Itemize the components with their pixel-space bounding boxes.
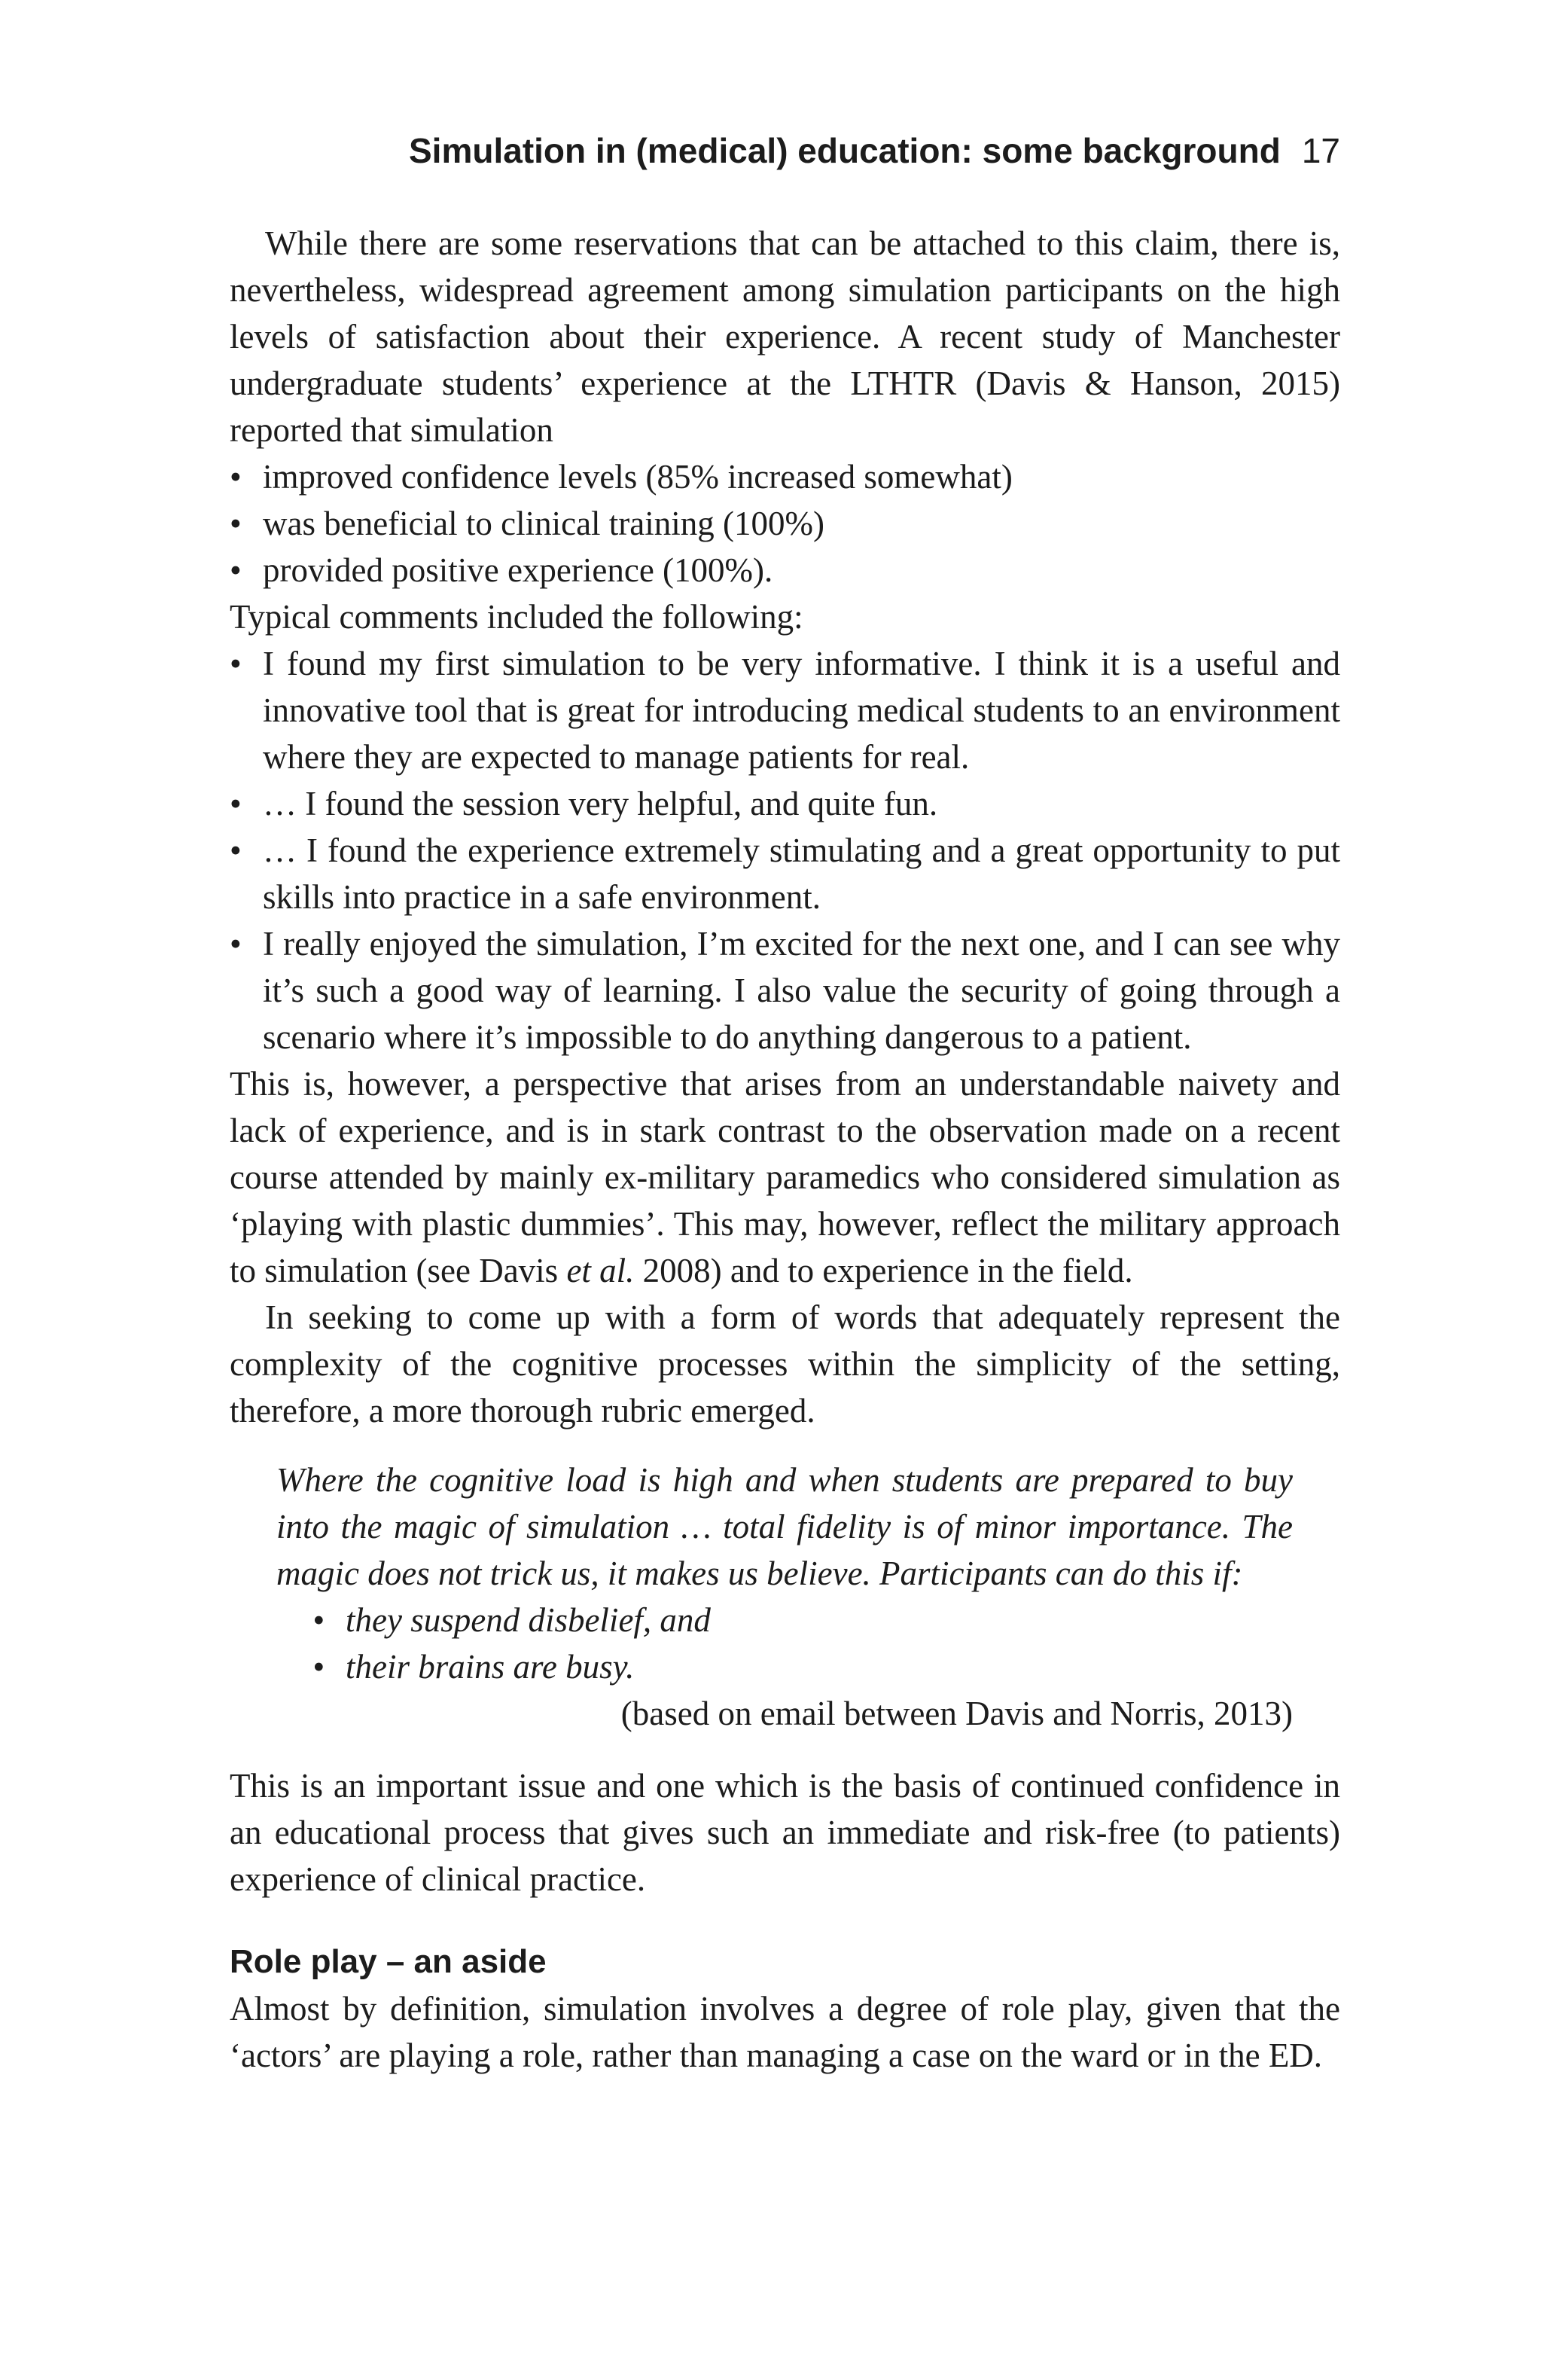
page-number: 17 bbox=[1301, 131, 1340, 170]
comments-list bbox=[230, 640, 1340, 1060]
list-item: • I found my first simulation to be very informative. I think it is a useful and innovative tool that is great for introducing medical students to an environment where they are expected to manage patients for real. bbox=[230, 640, 1340, 780]
section-heading: Role play – an aside bbox=[230, 1943, 547, 1980]
list-item: • … I found the experience extremely stimulating and a great opportunity to put skills into practice in a safe environment. bbox=[230, 827, 1340, 920]
paragraph-text: This is, however, a perspective that arises from an understandable naivety and lack of experience, and is in stark contrast to the observation made on a recent course attended by mainly ex-military paramedics who considered simulation as ‘playing with plastic dummies’. This may, however, reflect the military approach to simulation (see Davis bbox=[230, 1065, 1340, 1289]
paragraph-perspective bbox=[230, 1060, 1340, 1294]
quote-source: (based on email between Davis and Norris, 2013) bbox=[620, 1695, 1293, 1732]
list-item: • improved confidence levels (85% increased somewhat) bbox=[230, 453, 1340, 500]
paragraph-important-issue: This is an important issue and one which is the basis of continued confidence in an educational process that gives such an immediate and risk-free (to patients) experience of clinical practice. bbox=[230, 1767, 1340, 1898]
body-text bbox=[230, 220, 1340, 2079]
block-quote bbox=[276, 1457, 1293, 1737]
list-item: • was beneficial to clinical training (100%) bbox=[230, 500, 1340, 547]
running-head-title: Simulation in (medical) education: some background bbox=[409, 131, 1281, 170]
list-item: • provided positive experience (100%). bbox=[230, 547, 1340, 593]
list-item: • … I found the session very helpful, and quite fun. bbox=[230, 780, 1340, 827]
paragraph-intro: While there are some reservations that can be attached to this claim, there is, nevertheless, widespread agreement among simulation participants on the high levels of satisfaction about their experience. A recent study of Manchester undergraduate students’ experience at the LTHTR (Davis & Hanson, 2015) reported that simulation bbox=[230, 224, 1340, 449]
quote-text: Where the cognitive load is high and when students are prepared to buy into the magic of simulation … total fidelity is of minor importance. The magic does not trick us, it makes us believe. Participants can do this if: bbox=[276, 1461, 1293, 1592]
paragraph-rubric: In seeking to come up with a form of words that adequately represent the complexity of the cognitive processes within the simplicity of the setting, therefore, a more thorough rubric emerged. bbox=[230, 1298, 1340, 1430]
italic-et-al: et al. bbox=[566, 1252, 635, 1289]
list-item: • I really enjoyed the simulation, I’m excited for the next one, and I can see why it’s such a good way of learning. I also value the security of going through a scenario where it’s impossible to do anything dangerous to a patient. bbox=[230, 920, 1340, 1060]
list-item: • they suspend disbelief, and bbox=[312, 1597, 1293, 1643]
results-list bbox=[230, 453, 1340, 593]
paragraph-role-play: Almost by definition, simulation involves a degree of role play, given that the ‘actors’ are playing a role, rather than managing a case on the ward or in the ED. bbox=[230, 1990, 1340, 2074]
paragraph-text: 2008) and to experience in the field. bbox=[634, 1252, 1133, 1289]
comments-intro: Typical comments included the following: bbox=[230, 598, 803, 636]
running-head bbox=[226, 128, 1340, 174]
list-item: • their brains are busy. bbox=[312, 1643, 1293, 1690]
quote-list bbox=[312, 1597, 1293, 1690]
